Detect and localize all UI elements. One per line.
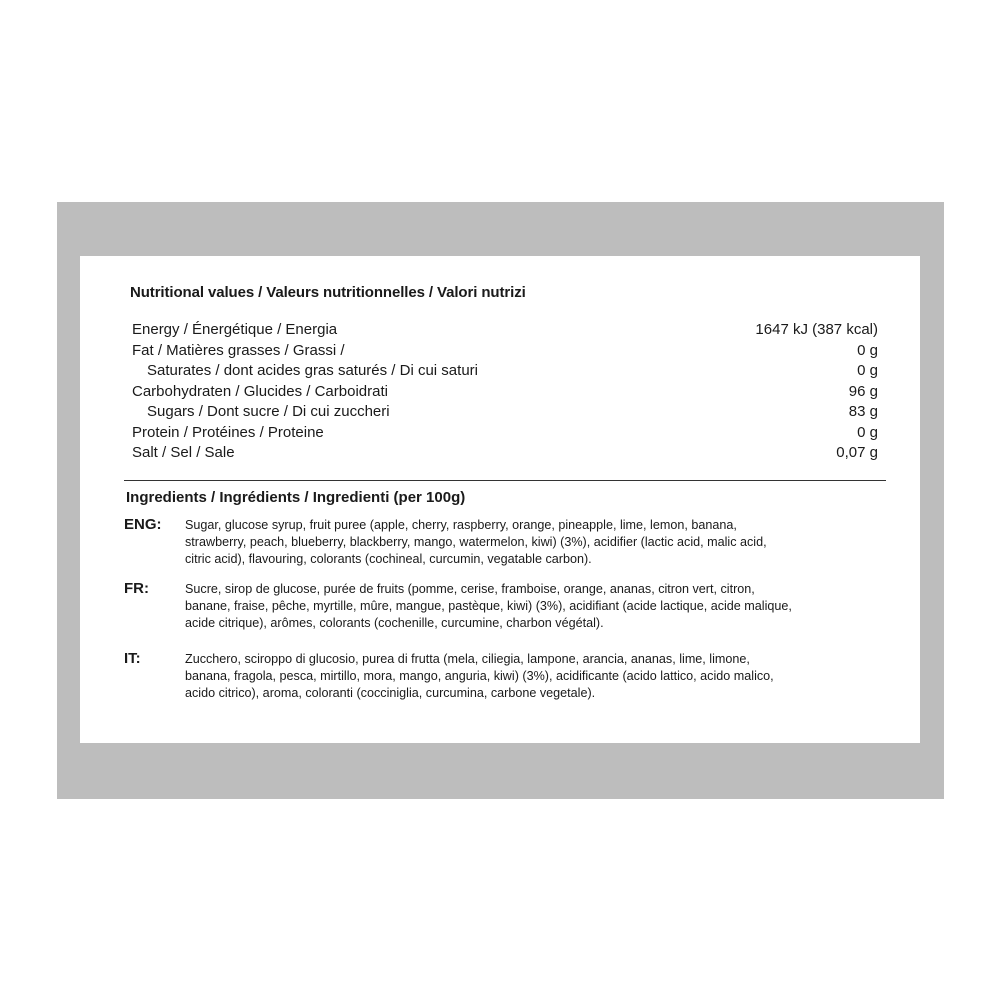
nutrition-label: Protein / Protéines / Proteine (132, 423, 324, 441)
nutrition-row-fat (132, 341, 878, 362)
ingredients-line: Zucchero, sciroppo di glucosio, purea di frutta (mela, ciliegia, lampone, arancia, ananas, lime, limone, (185, 652, 750, 666)
ingredients-title: Ingredients / Ingrédients / Ingredienti (per 100g) (126, 489, 466, 506)
nutrition-value: 0 g (857, 362, 878, 379)
nutrition-row-salt (132, 443, 878, 464)
section-divider (124, 480, 886, 481)
nutrition-label: Fat / Matières grasses / Grassi / (132, 341, 345, 359)
ingredients-text (185, 651, 895, 702)
ingredients-line: strawberry, peach, blueberry, blackberry, mango, watermelon, kiwi) (3%), acidifier (lactic acid, malic acid, (185, 535, 767, 549)
ingredients-line: acido citrico), aroma, coloranti (cocciniglia, curcumina, carbone vegetale). (185, 686, 596, 700)
nutrition-label: Saturates / dont acides gras saturés / Di cui saturi (147, 362, 478, 379)
nutrition-label: Salt / Sel / Sale (132, 444, 235, 461)
language-code: FR: (124, 580, 149, 597)
ingredients-text (185, 517, 895, 568)
nutrition-value: 96 g (848, 382, 878, 400)
language-code: IT: (124, 650, 141, 667)
nutrition-row-protein (132, 423, 878, 444)
ingredients-line: banana, fragola, pesca, mirtillo, mora, mango, anguria, kiwi) (3%), acidificante (acido lattico, acido malico, (185, 669, 774, 683)
nutrition-value: 83 g (848, 403, 878, 420)
nutrition-label: Energy / Énergétique / Energia (132, 321, 338, 338)
nutrition-value: 0 g (857, 341, 878, 359)
ingredients-line: Sucre, sirop de glucose, purée de fruits (pomme, cerise, framboise, orange, ananas, citron vert, citron, (185, 582, 755, 596)
ingredients-line: Sugar, glucose syrup, fruit puree (apple, cherry, raspberry, orange, pineapple, lime, lemon, banana, (185, 518, 737, 532)
nutrition-value: 0,07 g (836, 444, 878, 461)
nutrition-label: Carbohydraten / Glucides / Carboidrati (132, 382, 388, 400)
nutrition-row-saturates (132, 361, 878, 382)
nutrition-title: Nutritional values / Valeurs nutritionnelles / Valori nutrizi (130, 284, 526, 301)
nutrition-label: Sugars / Dont sucre / Di cui zuccheri (147, 403, 390, 420)
ingredients-text (185, 581, 895, 632)
ingredients-line: banane, fraise, pêche, myrtille, mûre, mangue, pastèque, kiwi) (3%), acidifiant (acide lactique, acide malique, (185, 599, 792, 613)
ingredients-line: acide citrique), arômes, colorants (cochenille, curcumine, charbon végétal). (185, 616, 604, 630)
language-code: ENG: (124, 516, 162, 533)
ingredients-line: citric acid), flavouring, colorants (cochineal, curcumin, vegatable carbon). (185, 552, 592, 566)
nutrition-row-sugars (132, 402, 878, 423)
nutrition-value: 0 g (857, 423, 878, 441)
nutrition-label-card (80, 256, 920, 743)
nutrition-row-energy (132, 320, 878, 341)
nutrition-row-carbohydrates (132, 382, 878, 403)
nutrition-table (132, 320, 878, 464)
nutrition-value: 1647 kJ (387 kcal) (755, 321, 878, 338)
